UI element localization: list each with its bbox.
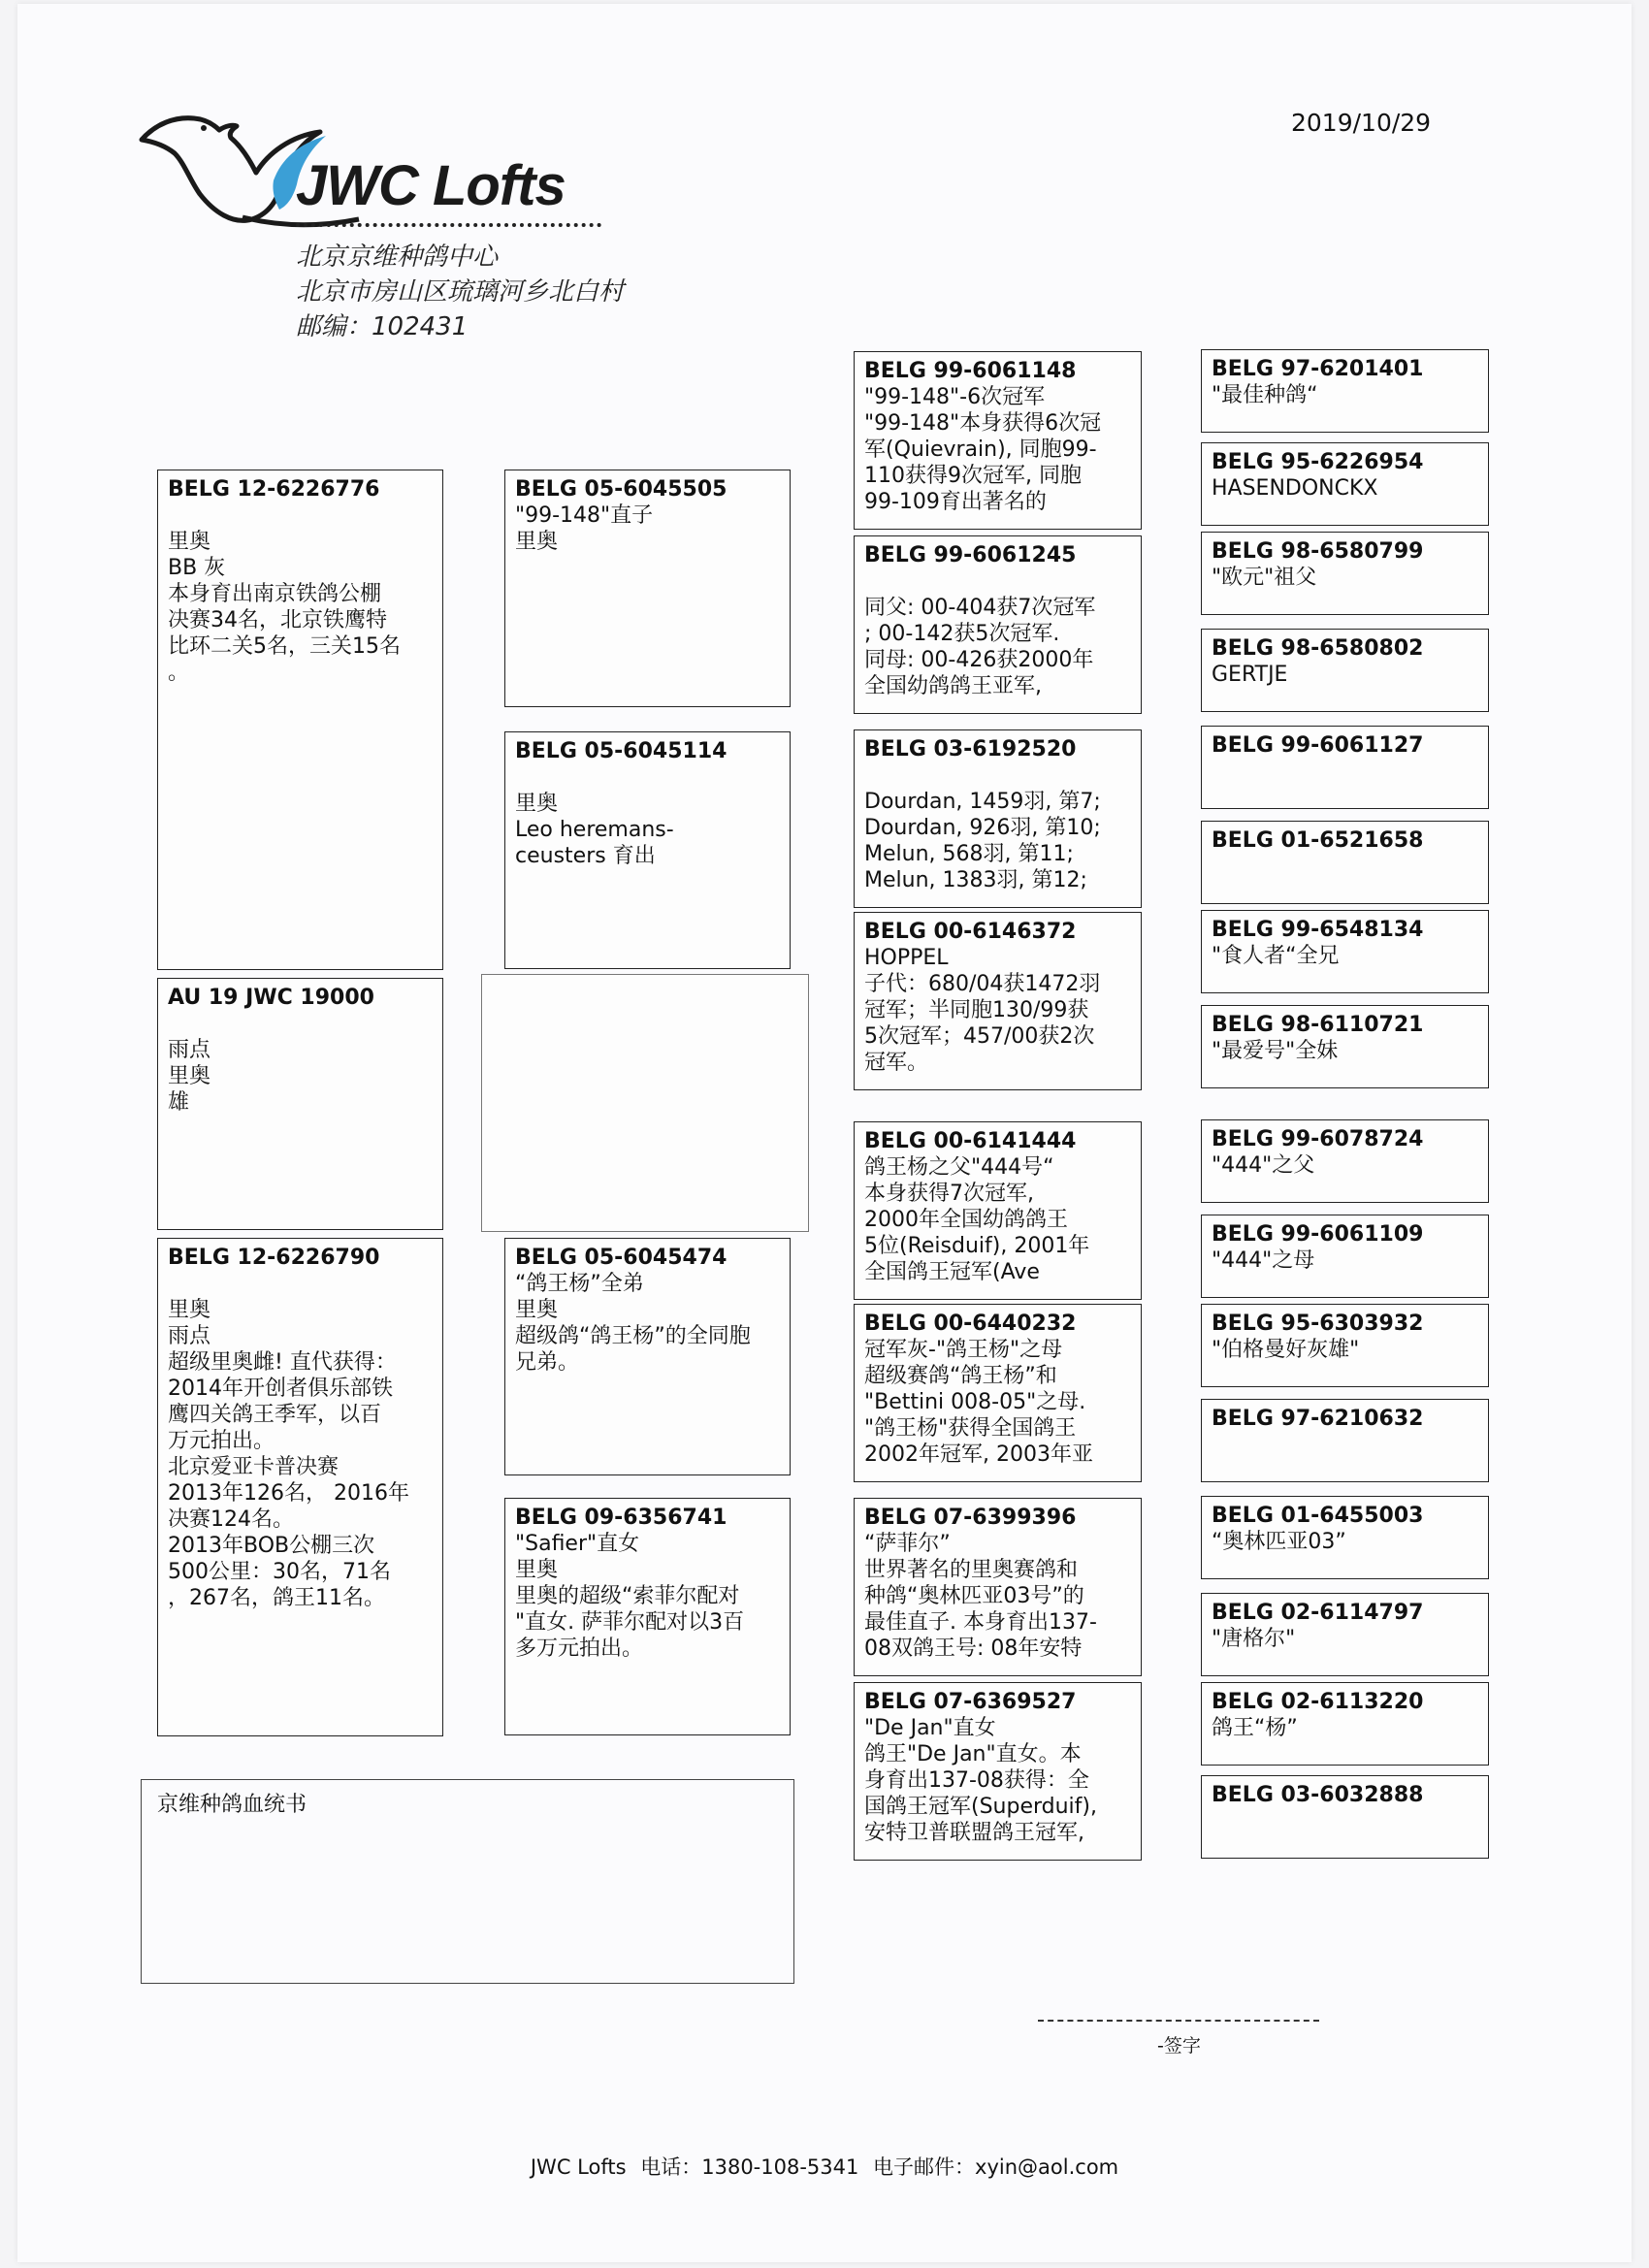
pedigree-note-line: 5位(Reisduif), 2001年 <box>864 1234 1090 1258</box>
pedigree-note-line: 2014年开创者俱乐部铁 <box>168 1377 393 1401</box>
pedigree-box-gggp-1 <box>1201 349 1489 433</box>
pedigree-note-line: "最佳种鸽“ <box>1212 383 1318 407</box>
ring-number: BELG 00-6146372 <box>864 920 1077 944</box>
pedigree-note-line: 2013年BOB公棚三次 <box>168 1534 375 1558</box>
empty-photo-box <box>481 974 809 1232</box>
pedigree-box-ggp-1 <box>854 351 1142 530</box>
ring-number: BELG 00-6141444 <box>864 1129 1077 1153</box>
ring-number: BELG 97-6210632 <box>1212 1407 1424 1431</box>
pedigree-box-gggp-10 <box>1201 1215 1489 1298</box>
signature-line <box>1038 2020 1319 2022</box>
pedigree-note-line: 种鸽“奥林匹亚03号”的 <box>864 1584 1084 1608</box>
pedigree-note-line: 里奥 <box>168 1064 211 1088</box>
ring-number: BELG 09-6356741 <box>515 1506 728 1530</box>
pedigree-note-line: 身育出137-08获得：全 <box>864 1768 1089 1793</box>
pedigree-note-line: 5次冠军；457/00获2次 <box>864 1024 1095 1049</box>
spacer <box>515 764 780 791</box>
pedigree-note-line: ，267名，鸽王11名。 <box>168 1586 385 1610</box>
footer-email[interactable]: 电子邮件：xyin@aol.com <box>873 2155 1119 2179</box>
pedigree-note-line: “鸽王杨”全弟 <box>515 1272 644 1296</box>
pedigree-note-line: 本身获得7次冠军, <box>864 1182 1034 1206</box>
spacer <box>864 568 1131 595</box>
pedigree-note-line: Leo heremans- <box>515 818 674 842</box>
pedigree-box-gggp-3 <box>1201 532 1489 615</box>
pedigree-box-ggp-8 <box>854 1682 1142 1861</box>
ring-number: BELG 05-6045114 <box>515 739 728 763</box>
ring-number: AU 19 JWC 19000 <box>168 986 374 1010</box>
ring-number: BELG 02-6113220 <box>1212 1690 1424 1714</box>
pedigree-note-line: 里奥 <box>515 1558 559 1582</box>
pedigree-note-line: "Safier"直女 <box>515 1532 640 1556</box>
address-postcode: 邮编：102431 <box>296 312 469 341</box>
pedigree-note-line: “奥林匹亚03” <box>1212 1530 1346 1554</box>
pedigree-box-gggp-13 <box>1201 1496 1489 1579</box>
pedigree-note-line: 超级里奥雌! 直代获得： <box>168 1350 397 1375</box>
pedigree-box-gggp-6 <box>1201 821 1489 904</box>
pedigree-note-line: 99-109育出著名的 <box>864 490 1047 514</box>
pedigree-note-line: 本身育出南京铁鸽公棚 <box>168 582 382 606</box>
pedigree-box-ggp-2 <box>854 535 1142 714</box>
pedigree-note-line: "欧元"祖父 <box>1212 566 1317 590</box>
pedigree-note-line: 超级赛鸽“鸽王杨”和 <box>864 1364 1057 1388</box>
pedigree-note-line: 雨点 <box>168 1038 211 1062</box>
pedigree-box-ggp-4 <box>854 912 1142 1090</box>
pedigree-box-grand-1 <box>504 470 791 707</box>
pedigree-note-line: GERTJE <box>1212 663 1288 687</box>
pedigree-note-line: Dourdan, 1459羽, 第7; <box>864 790 1101 814</box>
pedigree-box-gggp-7 <box>1201 910 1489 993</box>
pedigree-box-subject-dam <box>157 1238 443 1736</box>
footer <box>0 2152 1649 2181</box>
ring-number: BELG 07-6399396 <box>864 1506 1077 1530</box>
pedigree-note-line: 里奥的超级“索菲尔配对 <box>515 1584 740 1608</box>
ring-number: BELG 12-6226790 <box>168 1246 380 1270</box>
ring-number: BELG 95-6303932 <box>1212 1312 1424 1336</box>
ring-number: BELG 12-6226776 <box>168 477 380 502</box>
pedigree-note-line: 。 <box>168 661 190 685</box>
pedigree-note-line: 安特卫普联盟鸽王冠军, <box>864 1821 1084 1845</box>
pedigree-note-line: 决赛124名。 <box>168 1507 294 1532</box>
pedigree-note-line: "唐格尔" <box>1212 1627 1296 1651</box>
spacer <box>168 1011 433 1037</box>
document-date: 2019/10/29 <box>1291 109 1432 137</box>
pedigree-note-line: "直女. 萨菲尔配对以3百 <box>515 1610 745 1635</box>
pedigree-note-line: 最佳直子. 本身育出137- <box>864 1610 1097 1635</box>
pedigree-note-line: 鹰四关鸽王季军，以百 <box>168 1403 382 1427</box>
ring-number: BELG 07-6369527 <box>864 1690 1077 1714</box>
pedigree-note-line: HASENDONCKX <box>1212 476 1378 501</box>
ring-number: BELG 99-6061245 <box>864 543 1077 567</box>
pedigree-note-line: "De Jan"直女 <box>864 1716 996 1740</box>
pedigree-note-line: "99-148"-6次冠军 <box>864 385 1046 409</box>
pedigree-note-line: 北京爱亚卡普决赛 <box>168 1455 340 1479</box>
ring-number: BELG 05-6045505 <box>515 477 728 502</box>
pedigree-note-line: 雄 <box>168 1090 190 1115</box>
pedigree-note-line: Melun, 568羽, 第11; <box>864 842 1074 866</box>
pedigree-note-line: 里奥 <box>168 530 211 554</box>
pedigree-note-line: 500公里：30名，71名 <box>168 1560 391 1584</box>
pedigree-note-line: 冠军灰-"鸽王杨"之母 <box>864 1338 1063 1362</box>
pedigree-note-line: 全国鸽王冠军(Ave <box>864 1260 1040 1284</box>
pedigree-note-line: "最爱号"全妹 <box>1212 1039 1339 1063</box>
pedigree-note-line: 军(Quievrain), 同胞99- <box>864 437 1097 462</box>
pedigree-note-line: 冠军。 <box>864 1051 929 1075</box>
pedigree-note-line: Dourdan, 926羽, 第10; <box>864 816 1101 840</box>
pedigree-note-line: "Bettini 008-05"之母. <box>864 1390 1086 1414</box>
ring-number: BELG 99-6548134 <box>1212 918 1424 942</box>
pedigree-box-subject <box>157 978 443 1230</box>
ring-number: BELG 02-6114797 <box>1212 1601 1424 1625</box>
pedigree-note-line: 全国幼鸽鸽王亚军, <box>864 674 1042 698</box>
brand-name: JWC Lofts <box>296 154 566 217</box>
pedigree-note-line: "伯格曼好灰雄" <box>1212 1338 1360 1362</box>
signature-label: -签字 <box>1157 2035 1201 2057</box>
pedigree-note-line: 2000年全国幼鸽鸽王 <box>864 1208 1068 1232</box>
ring-number: BELG 98-6580799 <box>1212 539 1424 564</box>
pedigree-note-line: 世界著名的里奥赛鸽和 <box>864 1558 1079 1582</box>
pedigree-box-gggp-15 <box>1201 1682 1489 1766</box>
pedigree-note-line: "444"之母 <box>1212 1248 1315 1273</box>
pedigree-box-gggp-8 <box>1201 1005 1489 1088</box>
pedigree-note-line: 2002年冠军, 2003年亚 <box>864 1442 1093 1467</box>
footer-brand: JWC Lofts <box>530 2155 627 2179</box>
pedigree-note-line: "食人者“全兄 <box>1212 944 1340 968</box>
pedigree-note-line: 比环二关5名，三关15名 <box>168 634 401 659</box>
pedigree-note-line: ceusters 育出 <box>515 844 656 868</box>
ring-number: BELG 98-6580802 <box>1212 636 1424 661</box>
pedigree-note-line: 鸽王“杨” <box>1212 1716 1298 1740</box>
pedigree-certificate-panel <box>141 1779 794 1984</box>
pedigree-box-gggp-5 <box>1201 726 1489 809</box>
pedigree-box-gggp-4 <box>1201 629 1489 712</box>
ring-number: BELG 05-6045474 <box>515 1246 728 1270</box>
pedigree-note-line: 决赛34名，北京铁鹰特 <box>168 608 387 632</box>
ring-number: BELG 99-6078724 <box>1212 1127 1424 1151</box>
pedigree-box-ggp-7 <box>854 1498 1142 1676</box>
ring-number: BELG 97-6201401 <box>1212 357 1424 381</box>
pedigree-note-line: 08双鸽王号: 08年安特 <box>864 1636 1083 1661</box>
certificate-title: 京维种鸽血统书 <box>157 1793 307 1817</box>
address-line-2: 北京市房山区琉璃河乡北白村 <box>296 277 625 307</box>
pedigree-box-gggp-2 <box>1201 442 1489 526</box>
logo-underline <box>296 223 601 227</box>
pedigree-note-line: "99-148"直子 <box>515 503 654 528</box>
pedigree-box-grand-4 <box>504 1498 791 1735</box>
pedigree-note-line: 同父: 00-404获7次冠军 <box>864 596 1096 620</box>
pedigree-note-line: 里奥 <box>515 530 559 554</box>
spacer <box>168 502 433 529</box>
pedigree-note-line: 超级鸽“鸽王杨”的全同胞 <box>515 1324 751 1348</box>
pedigree-note-line: BB 灰 <box>168 556 226 580</box>
pedigree-note-line: "鸽王杨"获得全国鸽王 <box>864 1416 1077 1441</box>
ring-number: BELG 99-6061109 <box>1212 1222 1424 1247</box>
pedigree-box-gggp-16 <box>1201 1775 1489 1859</box>
pedigree-note-line: “萨菲尔” <box>864 1532 951 1556</box>
pedigree-note-line: 鸽王"De Jan"直女。本 <box>864 1742 1082 1766</box>
pedigree-note-line: 万元拍出。 <box>168 1429 275 1453</box>
pedigree-note-line: 里奥 <box>515 1298 559 1322</box>
pedigree-note-line: Melun, 1383羽, 第12; <box>864 868 1087 892</box>
pedigree-box-ggp-3 <box>854 729 1142 908</box>
spacer <box>864 762 1131 789</box>
pedigree-box-gggp-11 <box>1201 1304 1489 1387</box>
pedigree-note-line: "444"之父 <box>1212 1153 1315 1178</box>
ring-number: BELG 98-6110721 <box>1212 1013 1424 1037</box>
ring-number: BELG 01-6455003 <box>1212 1504 1424 1528</box>
pedigree-note-line: 子代：680/04获1472羽 <box>864 972 1101 996</box>
pedigree-box-gggp-14 <box>1201 1593 1489 1676</box>
footer-phone: 电话：1380-108-5341 <box>640 2155 859 2179</box>
pedigree-box-grand-3 <box>504 1238 791 1475</box>
ring-number: BELG 03-6192520 <box>864 737 1077 761</box>
pedigree-note-line: 鸽王杨之父"444号“ <box>864 1155 1054 1180</box>
spacer <box>168 1271 433 1297</box>
ring-number: BELG 00-6440232 <box>864 1312 1077 1336</box>
pedigree-note-line: 多万元拍出。 <box>515 1636 644 1661</box>
address-line-1: 北京京维种鸽中心 <box>296 243 499 272</box>
ring-number: BELG 99-6061148 <box>864 359 1077 383</box>
pedigree-box-gggp-12 <box>1201 1399 1489 1482</box>
pedigree-note-line: 2013年126名， 2016年 <box>168 1481 409 1506</box>
ring-number: BELG 95-6226954 <box>1212 450 1424 474</box>
ring-number: BELG 03-6032888 <box>1212 1783 1424 1807</box>
pedigree-note-line: 雨点 <box>168 1324 211 1348</box>
pedigree-note-line: HOPPEL <box>864 946 949 970</box>
pedigree-note-line: 里奥 <box>515 792 559 816</box>
ring-number: BELG 01-6521658 <box>1212 828 1424 853</box>
pedigree-box-ggp-6 <box>854 1304 1142 1482</box>
pedigree-note-line: ; 00-142获5次冠军. <box>864 622 1060 646</box>
ring-number: BELG 99-6061127 <box>1212 733 1424 758</box>
pedigree-note-line: "99-148"本身获得6次冠 <box>864 411 1102 436</box>
pedigree-note-line: 国鸽王冠军(Superduif), <box>864 1795 1097 1819</box>
pedigree-note-line: 兄弟。 <box>515 1350 580 1375</box>
pedigree-box-ggp-5 <box>854 1121 1142 1300</box>
pedigree-box-subject-sire <box>157 470 443 970</box>
pedigree-note-line: 里奥 <box>168 1298 211 1322</box>
pedigree-note-line: 冠军；半同胞130/99获 <box>864 998 1089 1022</box>
pedigree-note-line: 110获得9次冠军, 同胞 <box>864 464 1082 488</box>
pedigree-box-gggp-9 <box>1201 1119 1489 1203</box>
pedigree-box-grand-2 <box>504 731 791 969</box>
pedigree-note-line: 同母: 00-426获2000年 <box>864 648 1094 672</box>
